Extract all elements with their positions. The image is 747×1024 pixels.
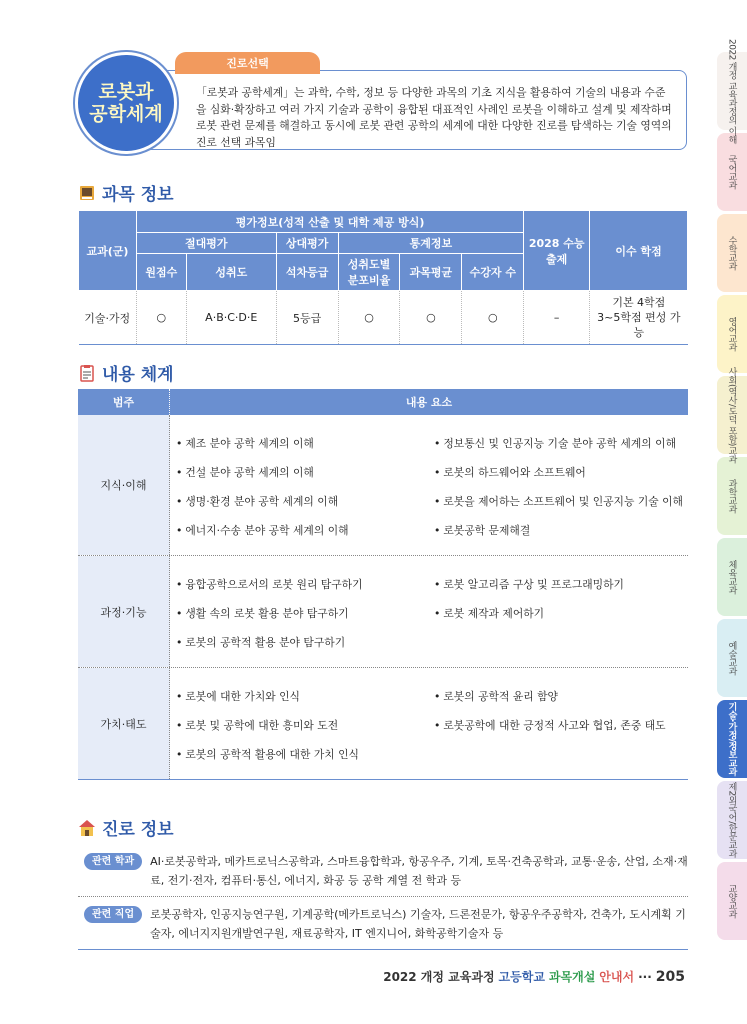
subject-header bbox=[75, 52, 687, 162]
cell-students: ○ bbox=[462, 291, 524, 345]
subject-info-heading bbox=[78, 180, 174, 205]
credits-line1: 기본 4학점 bbox=[612, 296, 666, 309]
table-row bbox=[79, 291, 688, 345]
footer-prefix: 2022 개정 교육과정 bbox=[383, 970, 495, 984]
page-footer bbox=[383, 968, 685, 985]
cell-raw-score: ○ bbox=[136, 291, 186, 345]
content-item: • 로봇의 공학적 활용에 대한 가치 인식 bbox=[176, 740, 434, 769]
content-item: • 로봇 및 공학에 대한 흥미와 도전 bbox=[176, 711, 434, 740]
content-item: • 융합공학으로서의 로봇 원리 탐구하기 bbox=[176, 570, 434, 599]
side-tab-8[interactable] bbox=[717, 700, 747, 778]
footer-dots: ··· bbox=[638, 969, 652, 984]
content-item: • 생활 속의 로봇 활용 분야 탐구하기 bbox=[176, 599, 434, 628]
side-tab-label: 교양교과 bbox=[726, 884, 737, 918]
content-item: • 로봇공학 문제해결 bbox=[434, 516, 688, 545]
subject-info-table bbox=[78, 210, 688, 345]
content-row bbox=[78, 415, 688, 556]
content-item: • 정보통신 및 인공지능 기술 분야 공학 세계의 이해 bbox=[434, 429, 688, 458]
content-items bbox=[170, 415, 688, 555]
career-info-heading bbox=[78, 815, 174, 840]
th-students: 수강자 수 bbox=[462, 254, 524, 291]
content-item: • 로봇의 공학적 활용 분야 탐구하기 bbox=[176, 628, 434, 657]
content-row bbox=[78, 556, 688, 668]
th-dist: 성취도별 분포비율 bbox=[338, 254, 400, 291]
related-dept-badge: 관련 학과 bbox=[84, 853, 142, 870]
subject-type-tag: 진로선택 bbox=[175, 52, 320, 74]
clipboard-icon bbox=[78, 364, 96, 382]
subject-info-title: 과목 정보 bbox=[102, 185, 174, 205]
content-item: • 로봇의 공학적 윤리 함양 bbox=[434, 682, 688, 711]
side-tab-label: 국어교과 bbox=[726, 155, 737, 189]
cell-rank: 5등급 bbox=[276, 291, 338, 345]
th-csat: 2028 수능 출제 bbox=[524, 211, 590, 291]
side-tab-0[interactable] bbox=[717, 38, 747, 144]
side-tab-5[interactable] bbox=[717, 457, 747, 535]
th-rank: 석차등급 bbox=[276, 254, 338, 291]
th-credits: 이수 학점 bbox=[590, 211, 688, 291]
th-eval: 평가정보(성적 산출 및 대학 제공 방식) bbox=[136, 211, 523, 233]
side-tab-label: 과학교과 bbox=[726, 479, 737, 513]
subject-title-line2: 공학세계 bbox=[89, 103, 163, 125]
footer-highlight1: 고등학교 bbox=[498, 970, 545, 984]
content-item: • 로봇을 제어하는 소프트웨어 및 인공지능 기술 이해 bbox=[434, 487, 688, 516]
cell-achievement: A·B·C·D·E bbox=[186, 291, 276, 345]
th-relative: 상대평가 bbox=[276, 233, 338, 254]
th-group: 교과(군) bbox=[79, 211, 137, 291]
related-job-row bbox=[78, 897, 688, 950]
side-tab-4[interactable] bbox=[717, 367, 747, 463]
content-category: 지식·이해 bbox=[78, 415, 170, 555]
content-system-header bbox=[78, 389, 688, 415]
side-tab-label: 체육교과 bbox=[726, 560, 737, 594]
footer-highlight3: 안내서 bbox=[599, 970, 635, 984]
subject-description-box bbox=[115, 70, 687, 150]
cell-csat: – bbox=[524, 291, 590, 345]
school-icon bbox=[78, 819, 96, 837]
side-tab-label: 수학교과 bbox=[726, 236, 737, 270]
content-items bbox=[170, 556, 688, 667]
cell-avg: ○ bbox=[400, 291, 462, 345]
content-category: 과정·기능 bbox=[78, 556, 170, 667]
side-tab-label: 2022 개정 교육과정의 이해 bbox=[726, 38, 737, 144]
footer-highlight2: 과목개설 bbox=[548, 970, 596, 984]
content-item: • 에너지·수송 분야 공학 세계의 이해 bbox=[176, 516, 434, 545]
subject-description: 「로봇과 공학세계」는 과학, 수학, 정보 등 다양한 과목의 기초 지식을 활용하여 기술의 내용과 수준을 심화·확장하고 여러 가지 기술과 공학이 융합된 대표적인 사례인 로봇을 이해하고 설계 및 제작하며 로봇 관련 문제를 해결하고 동시에 로봇 관련 공학의 세계에 대한 다양한 진로를 탐색하는 기술 영역의 진로 선택 과목임 bbox=[196, 86, 672, 149]
content-item: • 생명·환경 분야 공학 세계의 이해 bbox=[176, 487, 434, 516]
side-tab-nav bbox=[717, 38, 747, 943]
related-dept-text: AI·로봇공학과, 메카트로닉스공학과, 스마트융합학과, 항공우주, 기계, 토목·건축공학과, 교통·운송, 산업, 소재·재료, 전기·전자, 컴퓨터·통신, 에너지, 화공 등 공학 계열 전 학과 등 bbox=[150, 855, 688, 887]
side-tab-7[interactable] bbox=[717, 619, 747, 697]
side-tab-label: 기술·가정/정보교과 bbox=[726, 702, 737, 776]
related-dept-row bbox=[78, 848, 688, 897]
content-item: • 제조 분야 공학 세계의 이해 bbox=[176, 429, 434, 458]
content-item: • 로봇에 대한 가치와 인식 bbox=[176, 682, 434, 711]
career-info-title: 진로 정보 bbox=[102, 820, 174, 840]
side-tab-label: 제2외국어/한문교과 bbox=[726, 782, 737, 858]
th-avg: 과목평균 bbox=[400, 254, 462, 291]
related-job-badge: 관련 직업 bbox=[84, 906, 142, 923]
cell-group: 기술·가정 bbox=[79, 291, 137, 345]
content-system-table bbox=[78, 389, 688, 780]
page-number: 205 bbox=[655, 968, 685, 985]
related-job-text: 로봇공학자, 인공지능연구원, 기계공학(메카트로닉스) 기술자, 드론전문가, 항공우주공학자, 건축가, 도시계획 기술자, 에너지지원개발연구원, 재료공학자, IT 엔지니어, 화학공학기술자 등 bbox=[150, 908, 686, 940]
th-absolute: 절대평가 bbox=[136, 233, 276, 254]
side-tab-label: 예술교과 bbox=[726, 641, 737, 675]
content-item: • 로봇공학에 대한 긍정적 사고와 협업, 존중 태도 bbox=[434, 711, 688, 740]
content-category: 가치·태도 bbox=[78, 668, 170, 779]
credits-line2: 3~5학점 편성 가능 bbox=[597, 311, 681, 339]
content-item: • 로봇의 하드웨어와 소프트웨어 bbox=[434, 458, 688, 487]
col-category: 범주 bbox=[78, 389, 170, 415]
th-stats: 통계정보 bbox=[338, 233, 524, 254]
subject-title-line1: 로봇과 bbox=[98, 81, 154, 103]
cell-credits bbox=[590, 291, 688, 345]
content-item: • 로봇 알고리즘 구상 및 프로그래밍하기 bbox=[434, 570, 688, 599]
content-row bbox=[78, 668, 688, 780]
book-icon bbox=[78, 184, 96, 202]
side-tab-9[interactable] bbox=[717, 781, 747, 859]
content-items bbox=[170, 668, 688, 779]
career-info-block bbox=[78, 848, 688, 950]
col-elements: 내용 요소 bbox=[405, 396, 453, 409]
side-tab-10[interactable] bbox=[717, 862, 747, 940]
side-tab-label: 영어교과 bbox=[726, 317, 737, 351]
th-raw-score: 원점수 bbox=[136, 254, 186, 291]
side-tab-2[interactable] bbox=[717, 214, 747, 292]
side-tab-3[interactable] bbox=[717, 295, 747, 373]
side-tab-1[interactable] bbox=[717, 133, 747, 211]
content-system-title: 내용 체계 bbox=[102, 365, 174, 385]
content-system-heading bbox=[78, 360, 174, 385]
content-item: • 로봇 제작과 제어하기 bbox=[434, 599, 688, 628]
side-tab-label: 사회(역사/도덕 포함)교과 bbox=[726, 367, 737, 463]
side-tab-6[interactable] bbox=[717, 538, 747, 616]
content-item: • 건설 분야 공학 세계의 이해 bbox=[176, 458, 434, 487]
cell-dist: ○ bbox=[338, 291, 400, 345]
th-achievement: 성취도 bbox=[186, 254, 276, 291]
subject-title-badge bbox=[75, 52, 177, 154]
